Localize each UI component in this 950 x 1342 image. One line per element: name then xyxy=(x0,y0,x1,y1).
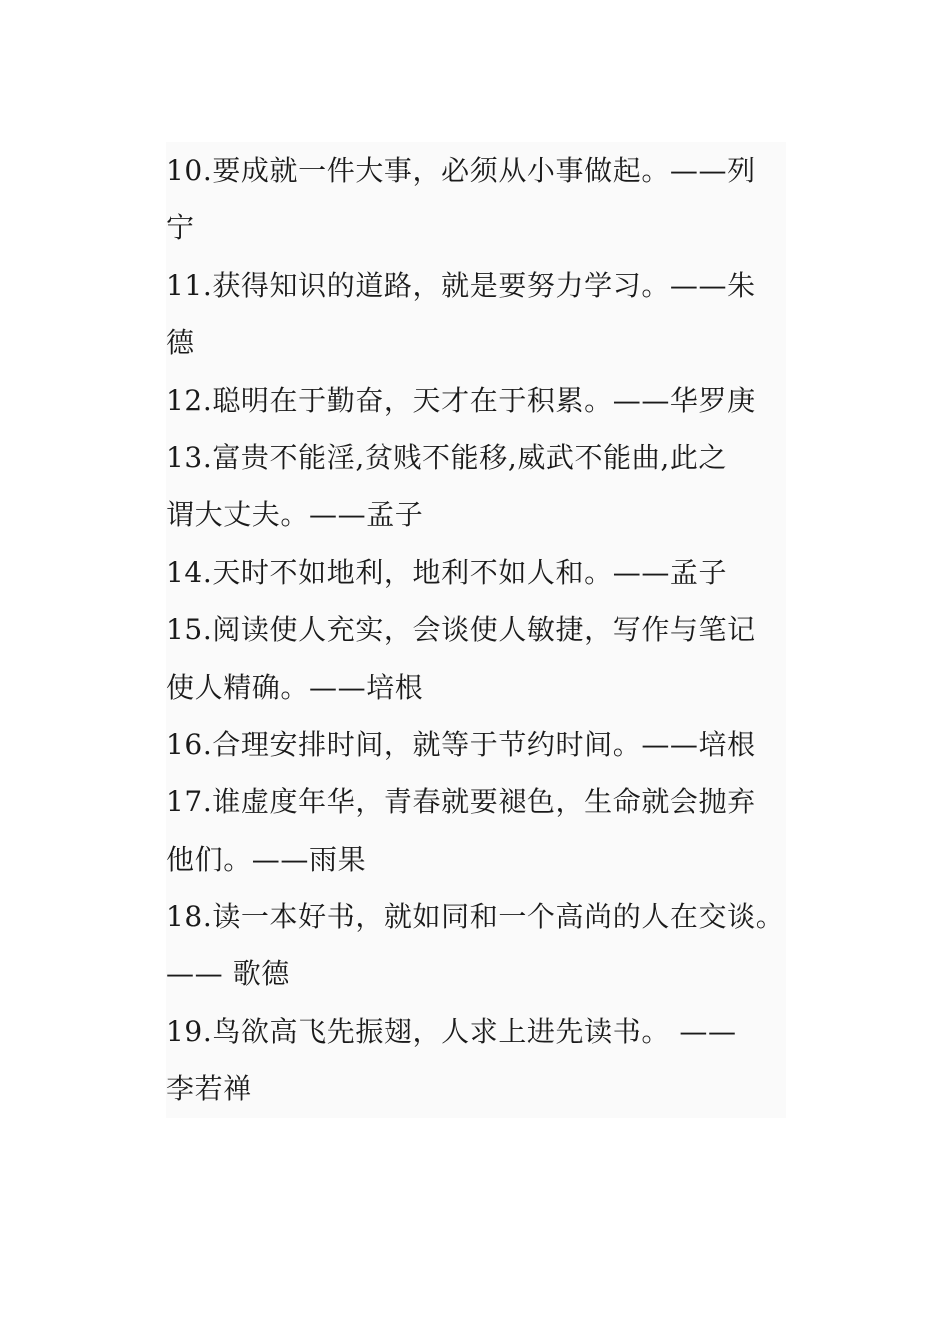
text-line: 19.鸟欲高飞先振翅，人求上进先读书。 —— xyxy=(166,1014,737,1048)
text-line: 18.读一本好书，就如同和一个高尚的人在交谈。 xyxy=(166,900,785,934)
text-line: 他们。——雨果 xyxy=(166,842,367,876)
text-line: 使人精确。——培根 xyxy=(166,670,424,704)
text-line: 16.合理安排时间，就等于节约时间。——培根 xyxy=(166,727,756,761)
text-line: 宁 xyxy=(166,211,195,245)
text-line: 谓大丈夫。——孟子 xyxy=(166,498,424,532)
text-line: —— 歌德 xyxy=(166,957,290,991)
quotes-block xyxy=(166,142,786,1118)
text-line: 德 xyxy=(166,326,195,360)
text-line: 10.要成就一件大事，必须从小事做起。——列 xyxy=(166,154,756,187)
text-line: 13.富贵不能淫,贫贱不能移,威武不能曲,此之 xyxy=(166,440,728,474)
text-line: 李若禅 xyxy=(166,1072,252,1106)
text-line: 11.获得知识的道路，就是要努力学习。——朱 xyxy=(166,268,756,302)
text-line: 17.谁虚度年华，青春就要褪色，生命就会抛弃 xyxy=(166,785,756,819)
text-line: 12.聪明在于勤奋，天才在于积累。——华罗庚 xyxy=(166,383,756,417)
text-line: 14.天时不如地利，地利不如人和。——孟子 xyxy=(166,555,728,589)
text-line: 15.阅读使人充实，会谈使人敏捷，写作与笔记 xyxy=(166,613,756,647)
